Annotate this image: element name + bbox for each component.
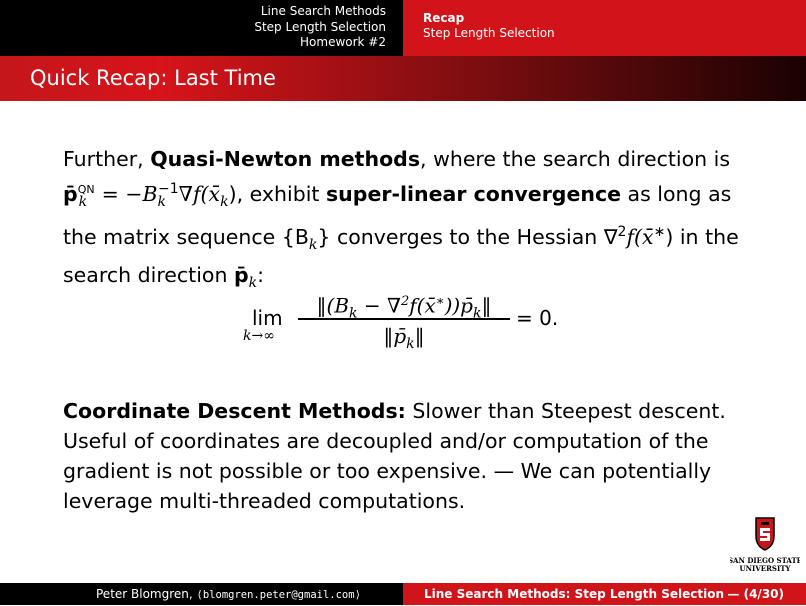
math: f(x̄ — [626, 224, 654, 249]
subscript: k — [78, 193, 88, 210]
subscript: k — [308, 236, 318, 253]
denominator — [298, 320, 510, 350]
subscript: k — [406, 335, 415, 352]
subscript: k — [349, 305, 358, 322]
subsection-nav — [403, 0, 806, 56]
text: as long as — [621, 181, 732, 206]
text: , where the search direction is — [420, 147, 731, 171]
text: , exhibit — [236, 181, 326, 206]
math: ‖p̄ — [383, 323, 407, 348]
bold-term: super-linear convergence — [325, 181, 622, 206]
superscript: 2 — [617, 223, 627, 240]
author-name: Peter Blomgren, — [96, 587, 197, 601]
math: ) — [228, 181, 237, 206]
limit-operator: lim — [252, 306, 283, 330]
subscript: k — [220, 193, 229, 210]
text: the matrix sequence {B — [63, 224, 309, 249]
presentation-title[interactable]: Line Search Methods: Step Length Selection — [424, 587, 725, 601]
author-email[interactable]: ⟨blomgren.peter@gmail.com⟩ — [196, 589, 361, 601]
math: ‖ — [481, 293, 492, 318]
sdsu-logo-icon — [730, 516, 800, 574]
footer-bar — [0, 583, 806, 605]
nav-item-recap[interactable]: Recap — [423, 11, 465, 25]
page-number: — (4/30) — [727, 587, 784, 601]
text: search direction — [63, 262, 234, 287]
logo-text-1: SAN DIEGO STATE — [730, 556, 800, 565]
text: ) in the — [665, 224, 739, 249]
para-coordinate-descent — [63, 396, 763, 516]
text: Further, — [63, 147, 151, 171]
subscript: k — [248, 274, 258, 291]
logo-text-2: UNIVERSITY — [739, 564, 791, 573]
math: = −B — [95, 181, 158, 206]
navigation-bar — [0, 0, 806, 56]
nav-item-step-length-selection[interactable]: Step Length Selection — [423, 26, 555, 40]
subscript: k — [472, 305, 482, 322]
nav-item-line-search[interactable]: Line Search Methods — [260, 4, 386, 18]
superscript: ∗ — [435, 294, 445, 309]
fraction — [298, 288, 510, 350]
bold-term: Quasi-Newton methods — [150, 147, 421, 171]
math: ))p̄ — [444, 293, 473, 318]
text: Slower than Steepest descent. Useful of coordinates are decoupled and/or computation of the gradient is not possible or too expensive. — We can potentially leverage multi-threaded computations. — [63, 399, 726, 513]
university-logo — [730, 516, 800, 574]
text: } converges to the Hessian ∇ — [317, 224, 618, 249]
symbol: p̄ — [233, 262, 249, 287]
superscript: ∗ — [653, 223, 666, 240]
nav-item-step-length[interactable]: Step Length Selection — [254, 19, 386, 34]
superscript: −1 — [158, 181, 179, 197]
section-nav — [0, 0, 403, 56]
symbol: p̄ — [63, 181, 78, 206]
bold-term: Coordinate Descent Methods: — [63, 399, 406, 423]
nav-item-homework[interactable]: Homework #2 — [300, 35, 386, 49]
numerator — [298, 288, 510, 322]
para-quasi-newton — [63, 144, 763, 298]
math: − ∇ — [357, 293, 401, 318]
frame-title: Quick Recap: Last Time — [0, 56, 806, 101]
footer-author — [0, 583, 403, 605]
superscript: 2 — [400, 294, 410, 309]
math: ∇f(x̄ — [178, 181, 221, 206]
subscript: k — [157, 193, 166, 210]
math: f(x̄ — [409, 293, 436, 318]
math: ‖ — [414, 323, 425, 348]
equation-rhs: = 0. — [516, 306, 559, 330]
math: ‖(B — [316, 293, 350, 318]
limit-subscript: k→∞ — [243, 328, 275, 344]
footer-title — [403, 583, 806, 605]
superscript: QN — [77, 183, 95, 196]
limit-equation — [240, 288, 580, 352]
text: : — [257, 262, 265, 287]
